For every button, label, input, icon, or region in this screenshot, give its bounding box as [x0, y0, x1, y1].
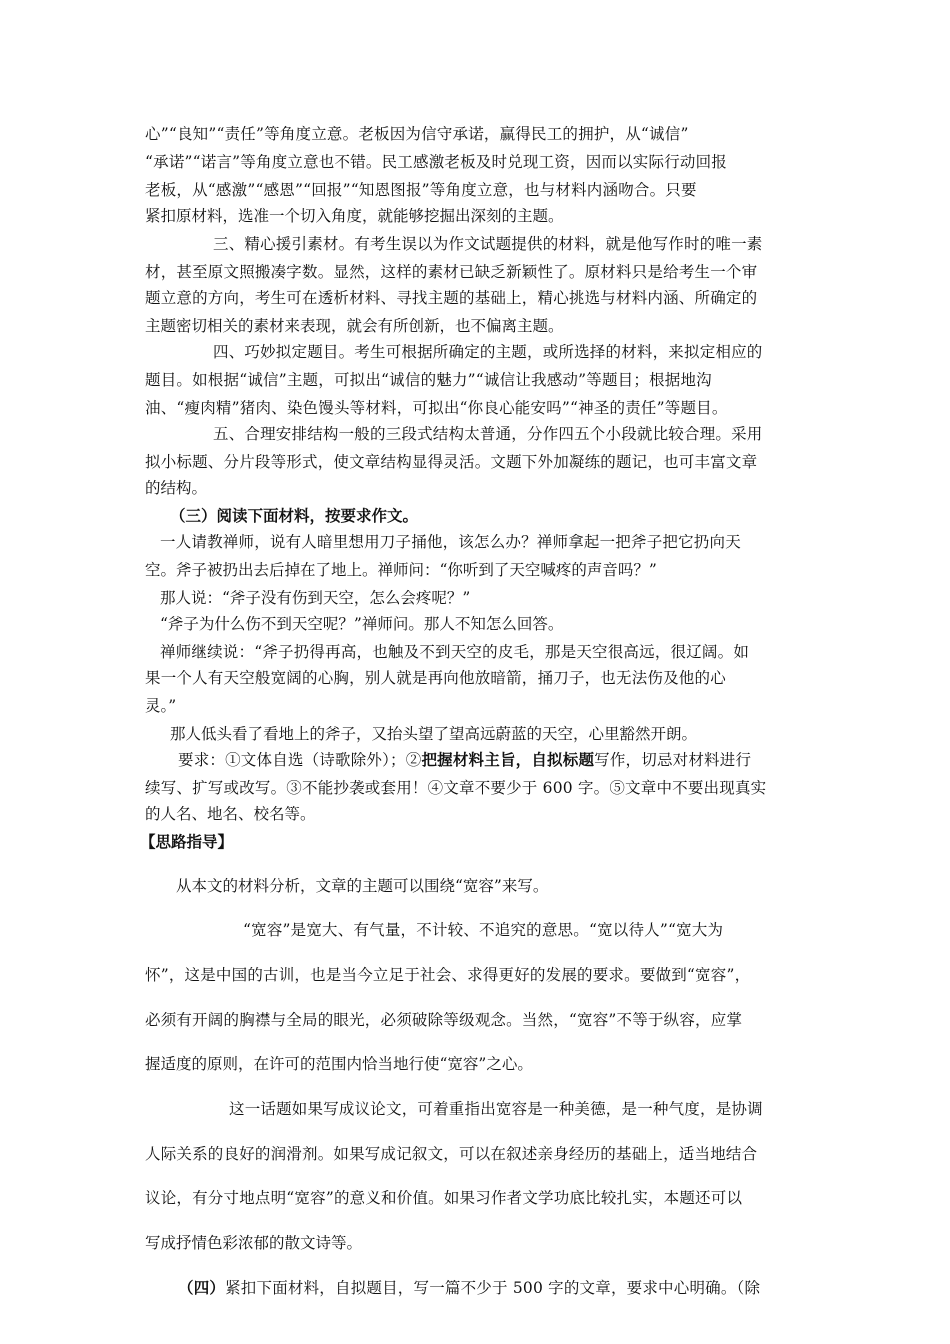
guide-line: 写成抒情色彩浓郁的散文诗等。	[145, 1234, 363, 1252]
paragraph-line: 三、精心援引素材。有考生误以为作文试题提供的材料，就是他写作时的唯一素	[213, 235, 763, 253]
guide-line: 议论，有分寸地点明“宽容”的意义和价值。如果习作者文学功底比较扎实，本题还可以	[145, 1189, 743, 1207]
section-heading: （三）阅读下面材料，按要求作文。	[170, 506, 419, 525]
paragraph-line: 材，甚至原文照搬凑字数。显然，这样的素材已缺乏新颖性了。原材料只是给考生一个审	[145, 263, 758, 281]
guide-heading: 【思路指导】	[140, 832, 234, 851]
material-line: 灵。”	[145, 697, 177, 715]
paragraph-line: 老板，从“感激”“感恩”“回报”“知恩图报”等角度立意，也与材料内涵吻合。只要	[145, 181, 697, 199]
paragraph-line: 的结构。	[145, 479, 208, 497]
guide-line: “宽容”是宽大、有气量，不计较、不追究的意思。“宽以待人”“宽大为	[243, 921, 724, 939]
material-line: 那人说：“斧子没有伤到天空，怎么会疼呢？”	[160, 589, 471, 607]
guide-line: 握适度的原则，在许可的范围内恰当地行使“宽容”之心。	[145, 1055, 533, 1073]
paragraph-line: 四、巧妙拟定题目。考生可根据所确定的主题，或所选择的材料，来拟定相应的	[213, 343, 763, 361]
paragraph-line: 拟小标题、分片段等形式，使文章结构显得灵活。文题下外加凝练的题记，也可丰富文章	[145, 453, 758, 471]
paragraph-line: 心”“良知”“责任”等角度立意。老板因为信守承诺，赢得民工的拥护，从“诚信”	[145, 125, 689, 143]
paragraph-line: 紧扣原材料，选准一个切入角度，就能够挖掘出深刻的主题。	[145, 207, 564, 225]
guide-line: 必须有开阔的胸襟与全局的眼光，必须破除等级观念。当然，“宽容”不等于纵容，应掌	[145, 1011, 743, 1029]
requirement-emphasis: 把握材料主旨，自拟标题	[421, 750, 595, 769]
paragraph-line: 五、合理安排结构一般的三段式结构太普通，分作四五个小段就比较合理。采用	[213, 425, 763, 443]
guide-line: 从本文的材料分析，文章的主题可以围绕“宽容”来写。	[176, 877, 549, 895]
paragraph-line: 主题密切相关的素材来表现，就会有所创新，也不偏离主题。	[145, 317, 564, 335]
material-line: 那人低头看了看地上的斧子，又抬头望了望高远蔚蓝的天空，心里豁然开朗。	[170, 725, 698, 743]
guide-line: 怀”，这是中国的古训，也是当今立足于社会、求得更好的发展的要求。要做到“宽容”，	[145, 966, 751, 984]
guide-line: 这一话题如果写成议论文，可着重指出宽容是一种美德，是一种气度，是协调	[229, 1100, 763, 1118]
material-line: 果一个人有天空般宽阔的心胸，别人就是再向他放暗箭，捅刀子，也无法伤及他的心	[145, 669, 726, 687]
section-heading: （四）紧扣下面材料，自拟题目，写一篇不少于 500 字的文章，要求中心明确。（除	[178, 1278, 761, 1297]
paragraph-line: 题目。如根据“诚信”主题，可拟出“诚信的魅力”“诚信让我感动”等题目；根据地沟	[145, 371, 712, 389]
requirement-line: 的人名、地名、校名等。	[145, 805, 316, 823]
guide-line: 人际关系的良好的润滑剂。如果写成记叙文，可以在叙述亲身经历的基础上，适当地结合	[145, 1145, 758, 1163]
material-line: 一人请教禅师，说有人暗里想用刀子捅他，该怎么办？禅师拿起一把斧子把它扔向天	[160, 533, 741, 551]
material-line: 禅师继续说：“斧子扔得再高，也触及不到天空的皮毛，那是天空很高远，很辽阔。如	[160, 643, 750, 661]
paragraph-line: 题立意的方向，考生可在透析材料、寻找主题的基础上，精心挑选与材料内涵、所确定的	[145, 289, 758, 307]
requirement-line: 续写、扩写或改写。③不能抄袭或套用！④文章不要少于 600 字。⑤文章中不要出现真实	[145, 779, 767, 797]
material-line: “斧子为什么伤不到天空呢？”禅师问。那人不知怎么回答。	[160, 615, 564, 633]
paragraph-line: 油、“瘦肉精”猪肉、染色馒头等材料，可拟出“你良心能安吗”“神圣的责任”等题目。	[145, 399, 728, 417]
requirement-line: 要求：①文体自选（诗歌除外）；②把握材料主旨，自拟标题写作，切忌对材料进行	[178, 750, 752, 769]
paragraph-line: “承诺”“诺言”等角度立意也不错。民工感激老板及时兑现工资，因而以实际行动回报	[145, 153, 727, 171]
material-line: 空。斧子被扔出去后掉在了地上。禅师问：“你听到了天空喊疼的声音吗？”	[145, 561, 657, 579]
